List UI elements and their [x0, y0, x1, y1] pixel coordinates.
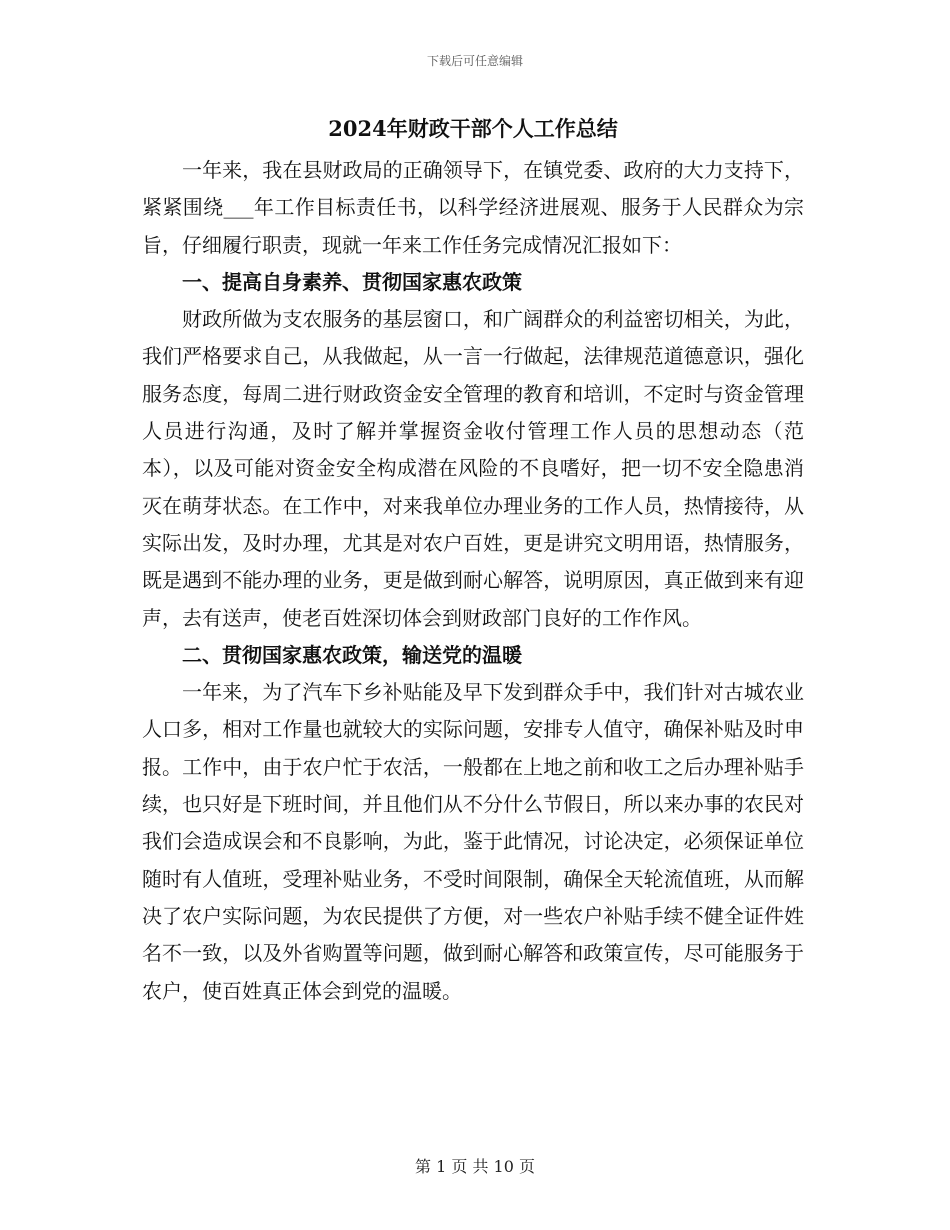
intro-paragraph: 一年来，我在县财政局的正确领导下，在镇党委、政府的大力支持下，紧紧围绕___年工作目标责任书，以科学经济进展观、服务于人民群众为宗旨，仔细履行职责，现就一年来工作任务完成情况汇报如下： [142, 158, 804, 257]
document-body [142, 112, 804, 1010]
page-header-note: 下载后可任意编辑 [426, 54, 523, 68]
section-2-heading: 二、贯彻国家惠农政策，输送党的温暖 [182, 642, 522, 667]
section-2-paragraph: 一年来，为了汽车下乡补贴能及早下发到群众手中，我们针对古城农业人口多，相对工作量也就较大的实际问题，安排专人值守，确保补贴及时申报。工作中，由于农户忙于农活，一般都在上地之前和收工之后办理补贴手续，也只好是下班时间，并且他们从不分什么节假日，所以来办事的农民对我们会造成误会和不良影响，为此，鉴于此情况，讨论决定，必须保证单位随时有人值班，受理补贴业务，不受时间限制，确保全天轮流值班，从而解决了农户实际问题，为农民提供了方便，对一些农户补贴手续不健全证件姓名不一致，以及外省购置等问题，做到耐心解答和政策宣传，尽可能服务于农户，使百姓真正体会到党的温暖。 [142, 680, 804, 1003]
document-title: 2024年财政干部个人工作总结 [328, 116, 618, 141]
page-number-footer: 第 1 页 共 10 页 [415, 1157, 535, 1176]
section-1-heading: 一、提高自身素养、贯彻国家惠农政策 [182, 269, 522, 294]
section-1-paragraph: 财政所做为支农服务的基层窗口，和广阔群众的利益密切相关，为此，我们严格要求自己，从我做起，从一言一行做起，法律规范道德意识，强化服务态度，每周二进行财政资金安全管理的教育和培训，不定时与资金管理人员进行沟通，及时了解并掌握资金收付管理工作人员的思想动态（范本），以及可能对资金安全构成潜在风险的不良嗜好，把一切不安全隐患消灭在萌芽状态。在工作中，对来我单位办理业务的工作人员，热情接待，从实际出发，及时办理，尤其是对农户百姓，更是讲究文明用语，热情服务，既是遇到不能办理的业务，更是做到耐心解答，说明原因，真正做到来有迎声，去有送声，使老百姓深切体会到财政部门良好的工作作风。 [142, 307, 804, 630]
